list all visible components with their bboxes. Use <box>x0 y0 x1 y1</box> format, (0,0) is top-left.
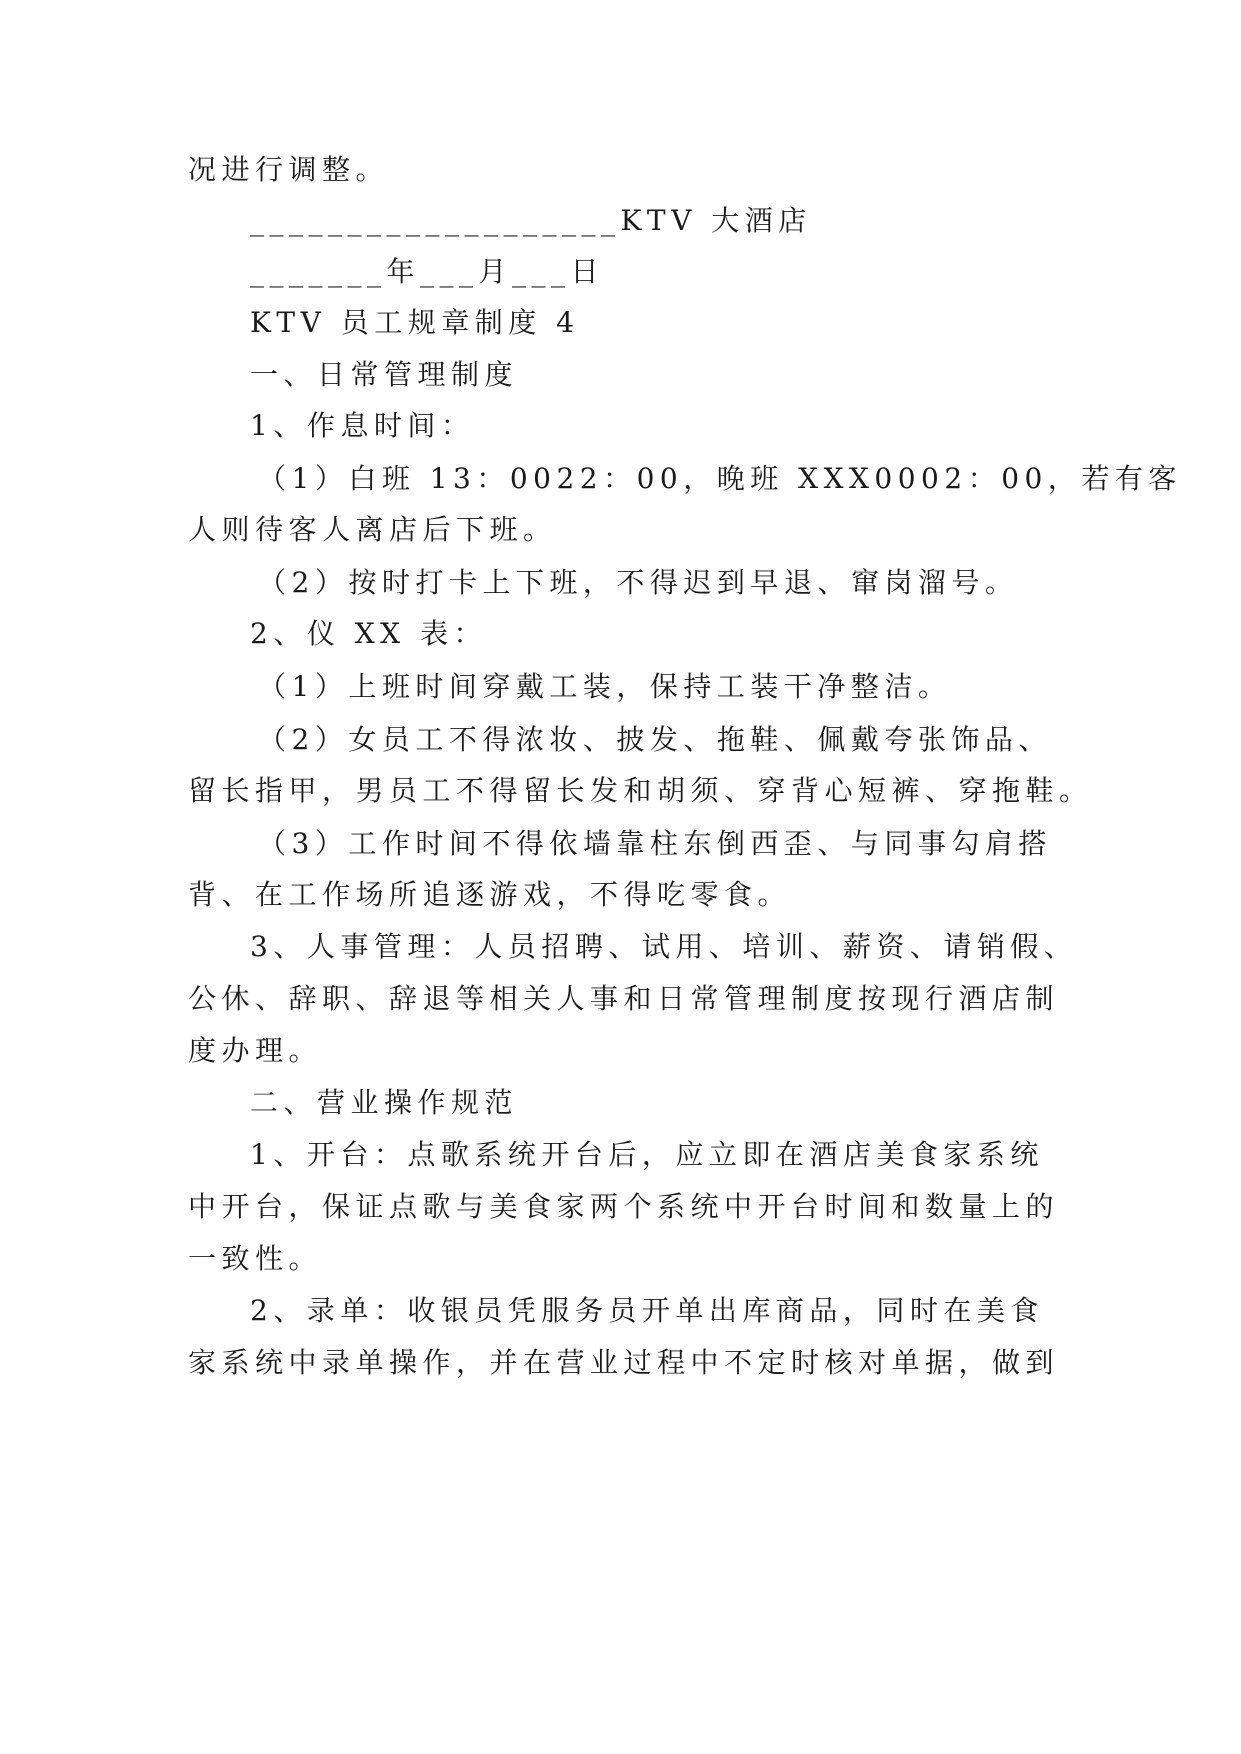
text-line: 留长指甲，男员工不得留长发和胡须、穿背心短裤、穿拖鞋。 <box>188 774 1093 807</box>
text-line: 中开台，保证点歌与美食家两个系统中开台时间和数量上的 <box>188 1190 1060 1223</box>
text-line: 背、在工作场所追逐游戏，不得吃零食。 <box>188 878 792 911</box>
text-line: 一致性。 <box>188 1242 323 1275</box>
text-line: 人则待客人离店后下班。 <box>188 513 557 546</box>
text-line: （3）工作时间不得依墙靠柱东倒西歪、与同事勾肩搭 <box>258 827 1052 860</box>
section-heading: 一、日常管理制度 <box>250 358 519 391</box>
text-line: 2、仪 XX 表： <box>250 617 487 650</box>
text-line: （1）上班时间穿戴工装，保持工装干净整洁。 <box>258 670 952 703</box>
text-line: 家系统中录单操作，并在营业过程中不定时核对单据，做到 <box>188 1346 1060 1379</box>
text-line: 况进行调整。 <box>188 153 390 186</box>
text-line: 1、开台：点歌系统开台后，应立即在酒店美食家系统 <box>250 1138 1044 1171</box>
section-heading: 二、营业操作规范 <box>250 1086 519 1119</box>
text-line: （2）按时打卡上下班，不得迟到早退、窜岗溜号。 <box>258 566 1019 599</box>
text-line: （1）白班 13：0022：00，晚班 XXX0002：00，若有客 <box>258 462 1182 495</box>
section-title: KTV 员工规章制度 4 <box>250 306 580 339</box>
text-line: 2、录单：收银员凭服务员开单出库商品，同时在美食 <box>250 1294 1044 1327</box>
text-line: _______年___月___日 <box>250 255 605 288</box>
text-line: 度办理。 <box>188 1034 323 1067</box>
text-line: 公休、辞职、辞退等相关人事和日常管理制度按现行酒店制 <box>188 982 1060 1015</box>
text-line: （2）女员工不得浓妆、披发、拖鞋、佩戴夸张饰品、 <box>258 723 1052 756</box>
text-line: 3、人事管理：人员招聘、试用、培训、薪资、请销假、 <box>250 930 1078 963</box>
text-line: ___________________KTV 大酒店 <box>250 204 812 237</box>
text-line: 1、作息时间： <box>250 409 475 442</box>
